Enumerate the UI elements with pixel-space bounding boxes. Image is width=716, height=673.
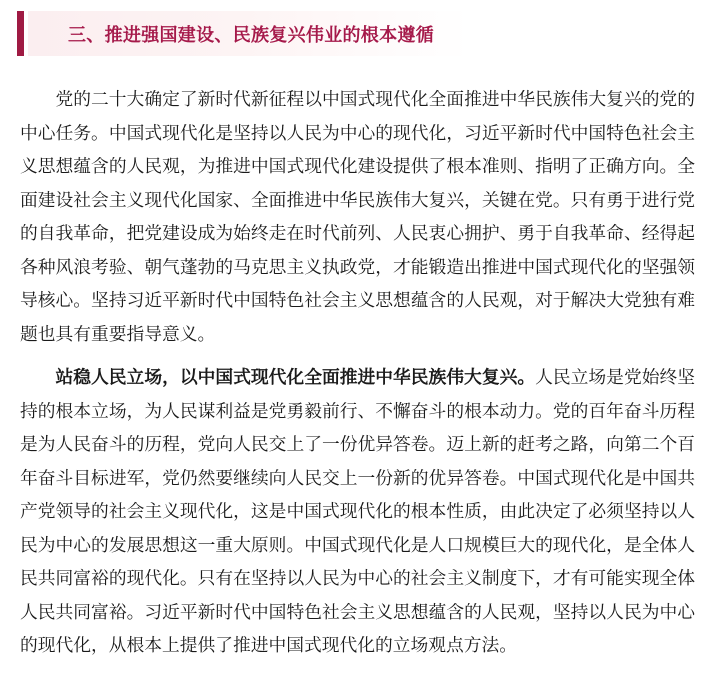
paragraph-2-text: 人民立场是党始终坚持的根本立场，为人民谋利益是党勇毅前行、不懈奋斗的根本动力。党的百年奋斗历程是为人民奋斗的历程，党向人民交上了一份优异答卷。迈上新的赶考之路，向第二个百年奋斗目标进军，党仍然要继续向人民交上一份新的优异答卷。中国式现代化是中国共产党领导的社会主义现代化，这是中国式现代化的根本性质，由此决定了必须坚持以人民为中心的发展思想这一重大原则。中国式现代化是人口规模巨大的现代化，是全体人民共同富裕的现代化。只有在坚持以人民为中心的社会主义制度下，才有可能实现全体人民共同富裕。习近平新时代中国特色社会主义思想蕴含的人民观，坚持以人民为中心的现代化，从根本上提供了推进中国式现代化的立场观点方法。 xyxy=(20,367,695,655)
section-title: 三、推进强国建设、民族复兴伟业的根本遵循 xyxy=(68,24,434,45)
paragraph-1: 党的二十大确定了新时代新征程以中国式现代化全面推进中华民族伟大复兴的党的中心任务。中国式现代化是坚持以人民为中心的现代化，习近平新时代中国特色社会主义思想蕴含的人民观，为推进中国式现代化建设提供了根本准则、指明了正确方向。全面建设社会主义现代化国家、全面推进中华民族伟大复兴，关键在党。只有勇于进行党的自我革命，把党建设成为始终走在时代前列、人民衷心拥护、勇于自我革命、经得起各种风浪考验、朝气蓬勃的马克思主义执政党，才能锻造出推进中国式现代化的坚强领导核心。坚持习近平新时代中国特色社会主义思想蕴含的人民观，对于解决大党独有难题也具有重要指导意义。 xyxy=(20,89,695,344)
paragraph-2-bold-lead: 站稳人民立场，以中国式现代化全面推进中华民族伟大复兴。 xyxy=(55,367,536,387)
accent-bar xyxy=(17,11,24,56)
paragraph-2 xyxy=(20,361,695,663)
section-title-strip xyxy=(28,11,696,56)
section-header xyxy=(17,11,696,56)
article-body xyxy=(20,83,695,663)
